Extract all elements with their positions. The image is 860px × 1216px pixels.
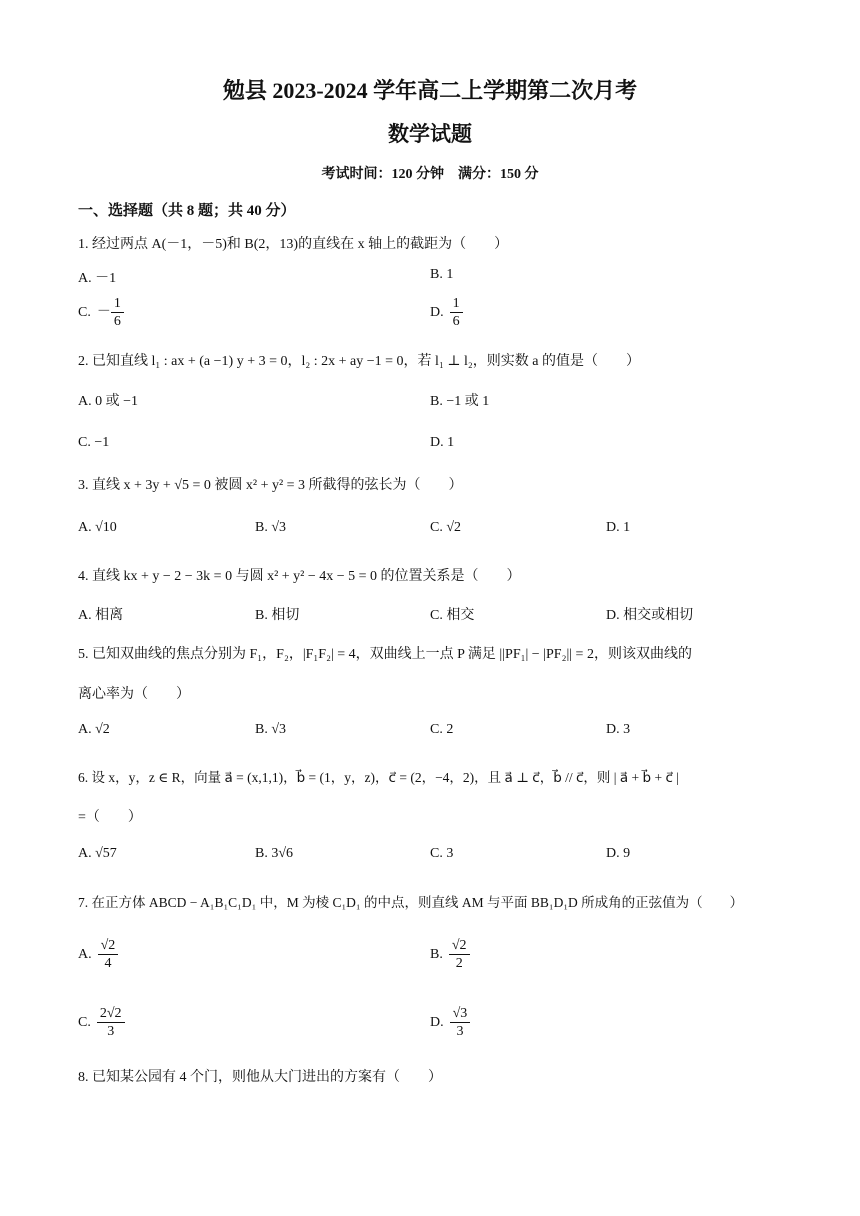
option-label: B. <box>430 946 443 962</box>
question-6-option-b: B. 3√6 <box>255 846 294 861</box>
numerator: √2 <box>449 937 470 955</box>
question-5-option-b: B. √3 <box>255 722 287 737</box>
fraction <box>449 937 470 972</box>
denominator: 2 <box>455 956 463 971</box>
denominator: 6 <box>113 314 121 329</box>
question-1-option-a: A. －1 <box>78 271 117 286</box>
question-7-stem: 7. 在正方体 ABCD − A₁B₁C₁D₁ 中，M 为棱 C₁D₁ 的中点，则直线 AM 与平面 BB₁D₁D 所成角的正弦值为（ ） <box>78 895 744 910</box>
option-label: D. <box>430 1014 444 1030</box>
numerator: √3 <box>450 1005 471 1023</box>
fraction <box>450 1005 471 1040</box>
question-1-option-d <box>430 295 463 330</box>
question-7-option-d <box>430 1005 470 1040</box>
option-label: D. <box>430 304 444 320</box>
numerator: 1 <box>450 295 463 313</box>
numerator: √2 <box>98 937 119 955</box>
question-3-option-a: A. √10 <box>78 520 117 535</box>
option-label: C. <box>78 304 91 320</box>
numerator: 1 <box>111 295 124 313</box>
numerator: 2√2 <box>97 1005 125 1023</box>
question-1-stem: 1. 经过两点 A(－1，－5)和 B(2，13)的直线在 x 轴上的截距为（ ） <box>78 237 509 252</box>
question-6-option-d: D. 9 <box>606 846 631 861</box>
question-7-option-a <box>78 937 118 972</box>
exam-info: 考试时间：120 分钟 满分：150 分 <box>321 167 539 182</box>
denominator: 4 <box>104 956 112 971</box>
question-4-option-d: D. 相交或相切 <box>606 608 694 623</box>
question-5-stem-line-1: 5. 已知双曲线的焦点分别为 F₁，F₂，|F₁F₂| = 4，双曲线上一点 P 满足 ||PF₁| − |PF₂|| = 2，则该双曲线的 <box>78 647 692 662</box>
question-1-option-c <box>78 295 124 330</box>
question-6-option-c: C. 3 <box>430 846 454 861</box>
question-2-stem: 2. 已知直线 l₁ : ax + (a −1) y + 3 = 0，l₂ : 2x + ay −1 = 0，若 l₁ ⊥ l₂，则实数 a 的值是（ ） <box>78 354 640 369</box>
question-3-stem: 3. 直线 x + 3y + √5 = 0 被圆 x² + y² = 3 所截得的弦长为（ ） <box>78 478 463 493</box>
question-3-option-b: B. √3 <box>255 520 287 535</box>
denominator: 6 <box>452 314 460 329</box>
question-2-option-b: B. −1 或 1 <box>430 394 490 409</box>
question-2-option-d: D. 1 <box>430 435 455 450</box>
option-label: A. <box>78 946 92 962</box>
question-7-option-c <box>78 1005 125 1040</box>
denominator: 3 <box>456 1024 464 1039</box>
section-heading: 一、选择题（共 8 题；共 40 分） <box>78 203 296 219</box>
question-6-option-a: A. √57 <box>78 846 117 861</box>
question-3-option-d: D. 1 <box>606 520 631 535</box>
question-5-option-c: C. 2 <box>430 722 454 737</box>
subject-title: 数学试题 <box>388 122 472 146</box>
question-4-option-b: B. 相切 <box>255 608 300 623</box>
denominator: 3 <box>107 1024 115 1039</box>
question-6-stem-line-2: =（ ） <box>78 810 142 825</box>
question-3-option-c: C. √2 <box>430 520 462 535</box>
question-2-option-a: A. 0 或 −1 <box>78 394 139 409</box>
question-4-option-c: C. 相交 <box>430 608 475 623</box>
question-7-option-b <box>430 937 470 972</box>
option-label: C. <box>78 1014 91 1030</box>
fraction <box>111 295 124 330</box>
question-5-stem-line-2: 离心率为（ ） <box>78 687 190 702</box>
question-5-option-a: A. √2 <box>78 722 110 737</box>
question-8-stem: 8. 已知某公园有 4 个门，则他从大门进出的方案有（ ） <box>78 1070 442 1085</box>
question-6-stem-line-1: 6. 设 x，y，z ∈ R，向量 a⃗ = (x,1,1)，b⃗ = (1，y，z)，c⃗ = (2，−4，2)，且 a⃗ ⊥ c⃗，b⃗ // c⃗，则 | a⃗ + b⃗ + c⃗ | <box>78 770 679 785</box>
fraction <box>98 937 119 972</box>
question-5-option-d: D. 3 <box>606 722 631 737</box>
fraction <box>97 1005 125 1040</box>
fraction <box>450 295 463 330</box>
question-2-option-c: C. −1 <box>78 435 110 450</box>
question-4-stem: 4. 直线 kx + y − 2 − 3k = 0 与圆 x² + y² − 4x − 5 = 0 的位置关系是（ ） <box>78 569 521 584</box>
question-1-option-b: B. 1 <box>430 267 454 282</box>
question-4-option-a: A. 相离 <box>78 608 124 623</box>
minus-sign: － <box>96 304 111 320</box>
exam-title: 勉县 2023-2024 学年高二上学期第二次月考 <box>222 78 638 103</box>
